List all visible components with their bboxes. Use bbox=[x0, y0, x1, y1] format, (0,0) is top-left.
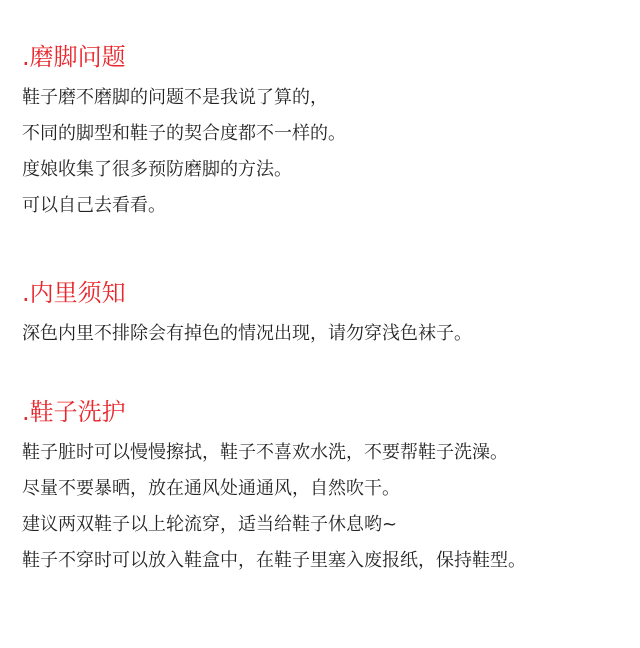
text-line: 鞋子脏时可以慢慢擦拭，鞋子不喜欢水洗，不要帮鞋子洗澡。 bbox=[22, 442, 508, 463]
text-line: 度娘收集了很多预防磨脚的方法。 bbox=[22, 159, 292, 180]
section-shoe-care bbox=[22, 397, 632, 579]
text-line: 不同的脚型和鞋子的契合度都不一样的。 bbox=[22, 123, 346, 144]
section-heading: .内里须知 bbox=[22, 279, 126, 307]
text-line: 深色内里不排除会有掉色的情况出现，请勿穿浅色袜子。 bbox=[22, 323, 472, 344]
text-line: 鞋子磨不磨脚的问题不是我说了算的， bbox=[22, 87, 328, 108]
text-line: 可以自己去看看。 bbox=[22, 195, 166, 216]
text-line: 尽量不要暴晒，放在通风处通通风，自然吹干。 bbox=[22, 478, 400, 499]
text-line: 鞋子不穿时可以放入鞋盒中，在鞋子里塞入废报纸，保持鞋型。 bbox=[22, 550, 526, 571]
section-lining-notice bbox=[22, 278, 632, 352]
section-heading: .鞋子洗护 bbox=[22, 398, 126, 426]
section-foot-rubbing bbox=[22, 42, 632, 224]
text-line: 建议两双鞋子以上轮流穿，适当给鞋子休息哟~ bbox=[22, 514, 398, 535]
section-heading: .磨脚问题 bbox=[22, 43, 126, 71]
